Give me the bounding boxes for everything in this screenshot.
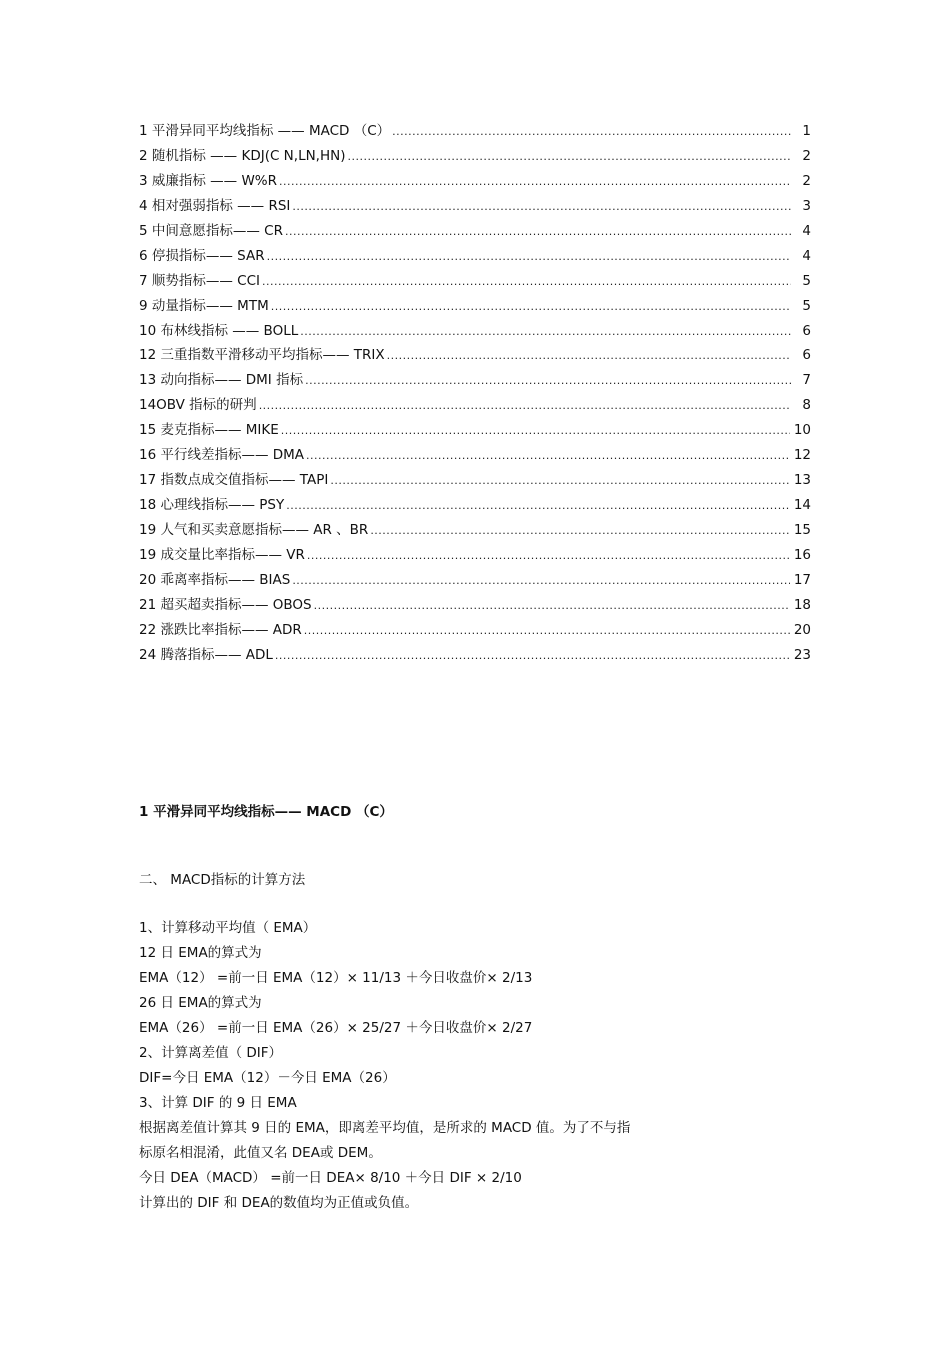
toc-leader-dots [306,446,790,466]
toc-entry-page: 23 [793,646,811,663]
toc-entry[interactable] [139,495,811,520]
toc-entry-page: 13 [793,472,811,489]
body-line: 根据离差值计算其 9 日的 EMA，即离差平均值，是所求的 MACD 值。为了不与指 [139,1120,631,1136]
toc-entry-page: 12 [793,447,811,464]
toc-entry-label: 12 三重指数平滑移动平均指标—— TRIX [139,347,385,364]
toc-entry-page: 5 [802,272,811,289]
body-line: EMA（12） =前一日 EMA（12）× 11/13 ＋今日收盘价× 2/13 [139,970,533,986]
toc-entry[interactable] [139,246,811,271]
toc-entry-label: 5 中间意愿指标—— CR [139,222,283,239]
toc-entry-page: 7 [802,372,811,389]
toc-leader-dots [271,297,791,317]
toc-entry[interactable] [139,445,811,470]
toc-leader-dots [314,596,790,616]
toc-entry[interactable] [139,171,811,196]
toc-entry-page: 8 [802,397,811,414]
body-line: EMA（26） =前一日 EMA（26）× 25/27 ＋今日收盘价× 2/27 [139,1020,533,1036]
toc-entry-page: 16 [793,546,811,563]
toc-leader-dots [279,172,791,192]
body-line: 12 日 EMA的算式为 [139,945,262,961]
toc-leader-dots [292,197,791,217]
toc-entry[interactable] [139,271,811,296]
toc-entry[interactable] [139,620,811,645]
toc-entry-page: 1 [802,123,811,139]
toc-entry[interactable] [139,645,811,670]
body-line: 标原名相混淆，此值又名 DEA或 DEM。 [139,1145,382,1161]
toc-entry[interactable] [139,520,811,545]
toc-entry-label: 19 成交量比率指标—— VR [139,546,305,563]
toc-leader-dots [304,621,790,641]
toc-entry-page: 3 [802,197,811,214]
toc-entry-page: 4 [802,222,811,239]
body-line: DIF=今日 EMA（12）－今日 EMA（26） [139,1070,396,1086]
toc-entry[interactable] [139,470,811,495]
toc-entry-label: 18 心理线指标—— PSY [139,497,285,514]
toc-entry-label: 16 平行线差指标—— DMA [139,447,305,464]
toc-leader-dots [330,471,789,491]
toc-entry-page: 6 [802,347,811,364]
toc-entry[interactable] [139,196,811,221]
toc-entry-label: 6 停损指标—— SAR [139,247,265,264]
toc-entry-page: 10 [793,422,811,439]
toc-entry-label: 10 布林线指标 —— BOLL [139,322,299,339]
toc-entry-label: 24 腾落指标—— ADL [139,646,273,663]
toc-entry[interactable] [139,545,811,570]
toc-entry-page: 18 [793,596,811,613]
section-heading: 1 平滑异同平均线指标—— MACD （C） [139,804,393,820]
toc-leader-dots [285,222,791,242]
toc-entry-label: 7 顺势指标—— CCI [139,272,261,289]
toc-entry-label: 3 威廉指标 —— W%R [139,172,278,189]
toc-entry[interactable] [139,595,811,620]
body-line: 今日 DEA（MACD） =前一日 DEA× 8/10 ＋今日 DIF × 2/10 [139,1170,522,1186]
toc-leader-dots [300,322,791,342]
toc-entry-label: 9 动量指标—— MTM [139,297,269,314]
toc-entry-page: 15 [793,522,811,538]
toc-leader-dots [267,247,791,267]
toc-entry-page: 17 [793,571,811,588]
toc-entry-page: 20 [793,621,811,638]
toc-leader-dots [281,421,790,441]
toc-entry-page: 14 [793,497,811,514]
toc-entry[interactable] [139,296,811,321]
toc-entry[interactable] [139,570,811,595]
toc-entry-page: 2 [802,147,811,164]
body-line: 26 日 EMA的算式为 [139,995,262,1011]
toc-entry-label: 21 超买超卖指标—— OBOS [139,596,312,613]
toc-entry-page: 2 [802,172,811,189]
toc-entry-label: 20 乖离率指标—— BIAS [139,571,291,588]
toc-leader-dots [387,346,791,366]
toc-entry[interactable] [139,121,811,146]
toc-leader-dots [262,272,791,292]
toc-entry[interactable] [139,221,811,246]
toc-entry-label: 22 涨跌比率指标—— ADR [139,621,302,638]
toc-leader-dots [292,571,790,591]
toc-entry-page: 5 [802,297,811,314]
toc-entry-page: 4 [802,247,811,264]
toc-leader-dots [275,646,790,666]
body-line: 3、计算 DIF 的 9 日 EMA [139,1095,297,1111]
body-line: 计算出的 DIF 和 DEA的数值均为正值或负值。 [139,1195,419,1211]
toc-entry[interactable] [139,146,811,171]
subsection-heading: 二、 MACD指标的计算方法 [139,872,306,888]
body-text [139,917,759,1217]
toc-entry-label: 2 随机指标 —— KDJ(C N,LN,HN) [139,147,346,164]
toc-entry[interactable] [139,420,811,445]
toc-entry-page: 6 [802,322,811,339]
toc-entry-label: 1 平滑异同平均线指标 —— MACD （C） [139,123,391,139]
toc-entry-label: 13 动向指标—— DMI 指标 [139,372,304,389]
toc-entry[interactable] [139,370,811,395]
body-line: 2、计算离差值（ DIF） [139,1045,283,1061]
toc-leader-dots [392,122,791,142]
toc-entry[interactable] [139,321,811,346]
toc-leader-dots [305,371,791,391]
toc-leader-dots [348,147,792,167]
toc-entry-label: 17 指数点成交值指标—— TAPI [139,472,329,489]
toc-leader-dots [370,521,790,541]
toc-leader-dots [307,546,790,566]
toc-entry-label: 14OBV 指标的研判 [139,397,257,414]
toc-leader-dots [259,396,791,416]
table-of-contents [139,121,811,670]
toc-entry[interactable] [139,345,811,370]
body-line: 1、计算移动平均值（ EMA） [139,920,317,936]
toc-entry-label: 4 相对强弱指标 —— RSI [139,197,291,214]
toc-entry-label: 19 人气和买卖意愿指标—— AR 、BR [139,522,369,538]
toc-entry-label: 15 麦克指标—— MIKE [139,422,279,439]
toc-leader-dots [286,496,790,516]
toc-entry[interactable] [139,395,811,420]
